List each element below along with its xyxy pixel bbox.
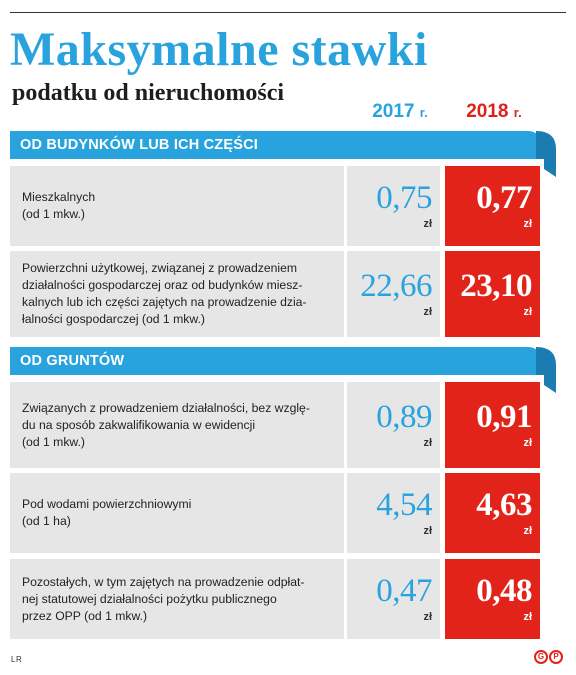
- value-2017-cell: [347, 251, 440, 337]
- top-rule: [10, 12, 566, 13]
- unit-label: zł: [423, 218, 432, 230]
- year-suffix: r.: [419, 105, 428, 120]
- value-2017-cell: [347, 559, 440, 639]
- value-2017: 0,75: [376, 180, 432, 216]
- source-credit: LR: [11, 655, 23, 664]
- table-row: [10, 473, 540, 553]
- value-2017-cell: [347, 473, 440, 553]
- section-header-land: OD GRUNTÓW: [10, 347, 544, 375]
- value-2017: 0,47: [376, 573, 432, 609]
- value-2018-cell: [445, 251, 540, 337]
- value-2017: 4,54: [376, 487, 432, 523]
- value-2017: 0,89: [376, 399, 432, 435]
- unit-label: zł: [523, 525, 532, 537]
- value-2018: 0,91: [476, 399, 532, 435]
- unit-label: zł: [523, 437, 532, 449]
- table-row: [10, 559, 540, 639]
- column-header-2018: [444, 101, 544, 123]
- row-description: Mieszkalnych (od 1 mkw.): [10, 166, 344, 246]
- table-row: [10, 251, 540, 337]
- unit-label: zł: [523, 611, 532, 623]
- row-description: Pozostałych, w tym zajętych na prowadzenie odpłat- nej statutowej działalności pożytku publicznego przez OPP (od 1 mkw.): [10, 559, 344, 639]
- row-description: Powierzchni użytkowej, związanej z prowadzeniem działalności gospodarczej oraz od budynków miesz- kalnych lub ich części zajętych na prowadzenie dzia- łalności gospodarczej (od 1 mkw.): [10, 251, 344, 337]
- page-title: Maksymalne stawki: [10, 23, 428, 76]
- year-2018-label: 2018: [466, 101, 509, 122]
- logo-p-mark: P: [549, 650, 563, 664]
- year-2017-label: 2017: [372, 101, 415, 122]
- value-2017-cell: [347, 382, 440, 468]
- unit-label: zł: [423, 525, 432, 537]
- value-2018: 0,48: [476, 573, 532, 609]
- value-2018: 4,63: [476, 487, 532, 523]
- unit-label: zł: [423, 437, 432, 449]
- page-subtitle: podatku od nieruchomości: [12, 80, 285, 106]
- unit-label: zł: [523, 306, 532, 318]
- value-2018-cell: [445, 473, 540, 553]
- unit-label: zł: [423, 306, 432, 318]
- row-description: Związanych z prowadzeniem działalności, bez wzglę- du na sposób zakwalifikowania w ewidencji (od 1 mkw.): [10, 382, 344, 468]
- table-row: [10, 166, 540, 246]
- section-header-buildings: OD BUDYNKÓW LUB ICH CZĘŚCI: [10, 131, 544, 159]
- unit-label: zł: [423, 611, 432, 623]
- row-description: Pod wodami powierzchniowymi (od 1 ha): [10, 473, 344, 553]
- value-2018-cell: [445, 166, 540, 246]
- value-2018: 0,77: [476, 180, 532, 216]
- value-2018-cell: [445, 559, 540, 639]
- value-2017-cell: [347, 166, 440, 246]
- column-header-2017: [350, 101, 450, 123]
- unit-label: zł: [523, 218, 532, 230]
- value-2018: 23,10: [460, 268, 532, 304]
- value-2018-cell: [445, 382, 540, 468]
- year-suffix: r.: [513, 105, 522, 120]
- logo-g-mark: G: [534, 650, 548, 664]
- publisher-logo: [534, 650, 563, 664]
- table-row: [10, 382, 540, 468]
- value-2017: 22,66: [360, 268, 432, 304]
